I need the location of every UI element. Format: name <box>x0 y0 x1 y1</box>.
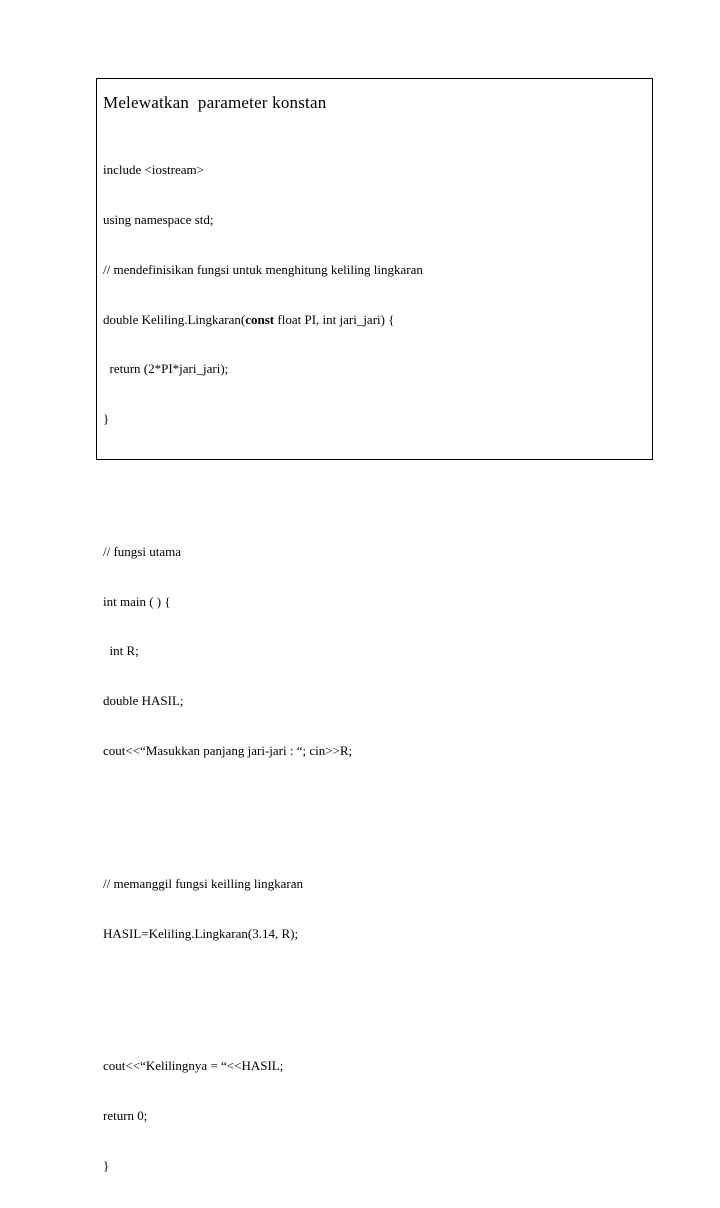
code-line: } <box>103 411 110 427</box>
code-keyword-const: const <box>245 311 275 327</box>
blank-line <box>103 477 423 494</box>
code-line: } <box>103 1157 110 1173</box>
code-line: using namespace std; <box>103 211 214 227</box>
code-line: // mendefinisikan fungsi untuk menghitung keliling lingkaran <box>103 261 423 277</box>
blank-line <box>103 992 423 1009</box>
code-line: HASIL=Keliling.Lingkaran(3.14, R); <box>103 925 299 941</box>
code-line: int main ( ) { <box>103 593 171 609</box>
code-fragment: double Keliling.Lingkaran( <box>103 311 246 327</box>
slide-text-box <box>96 78 653 1173</box>
code-line: // fungsi utama <box>103 543 181 559</box>
code-listing <box>103 129 423 1208</box>
code-line: double HASIL; <box>103 693 184 709</box>
code-line: cout<<“Masukkan panjang jari-jari : “; cin>>R; <box>103 742 353 758</box>
code-line-function-signature <box>103 312 423 329</box>
blank-line <box>103 809 423 826</box>
code-line: // memanggil fungsi keilling lingkaran <box>103 875 304 891</box>
code-line: int R; <box>103 643 139 659</box>
code-line: return (2*PI*jari_jari); <box>103 361 229 377</box>
code-line: cout<<“Kelilingnya = “<<HASIL; <box>103 1058 284 1074</box>
slide-title: Melewatkan parameter konstan <box>103 93 327 112</box>
code-fragment: float PI, int jari_jari) { <box>274 311 395 327</box>
code-line: return 0; <box>103 1108 148 1124</box>
code-line: include <iostream> <box>103 162 204 178</box>
